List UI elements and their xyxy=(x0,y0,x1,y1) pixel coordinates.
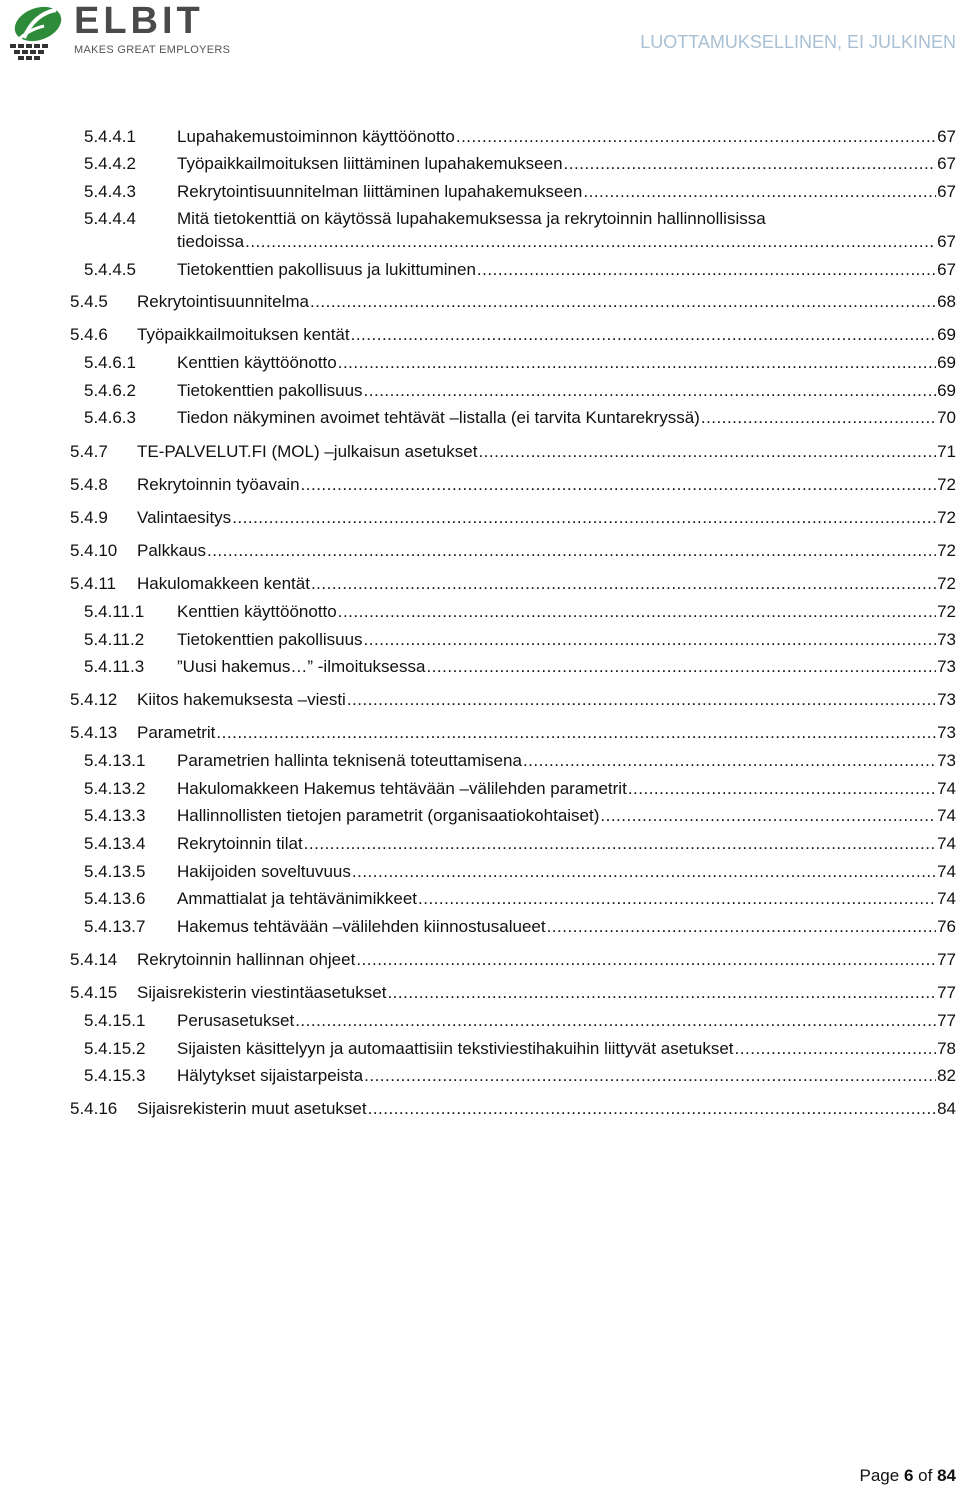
toc-dot-leader xyxy=(701,408,936,428)
toc-entry-page: 77 xyxy=(937,1011,956,1030)
toc-entry-number: 5.4.4.4 xyxy=(84,209,136,228)
toc-dot-leader xyxy=(523,751,936,771)
toc-entry[interactable] xyxy=(0,723,956,743)
toc-entry-title: TE-PALVELUT.FI (MOL) –julkaisun asetukset xyxy=(137,442,478,461)
toc-dot-leader xyxy=(216,723,936,743)
toc-entry-title: Hakijoiden soveltuvuus xyxy=(177,862,351,881)
page-current: 6 xyxy=(903,1466,914,1485)
toc-entry-title-line: Mitä tietokenttiä on käytössä lupahakemuksessa ja rekrytoinnin hallinnollisissa xyxy=(177,209,766,228)
toc-entry-page: 69 xyxy=(937,325,956,344)
toc-entry-number: 5.4.7 xyxy=(70,442,108,461)
toc-entry[interactable] xyxy=(0,657,956,677)
toc-entry-page: 77 xyxy=(937,983,956,1002)
toc-entry-page: 71 xyxy=(937,442,956,461)
toc-entry[interactable] xyxy=(0,690,956,710)
toc-entry-number: 5.4.6.1 xyxy=(84,353,136,372)
toc-dot-leader xyxy=(347,690,936,710)
toc-entry[interactable] xyxy=(0,154,956,174)
toc-entry-number: 5.4.13.2 xyxy=(84,779,146,798)
toc-dot-leader xyxy=(207,541,936,561)
page-header xyxy=(0,0,960,70)
toc-entry-number: 5.4.6.3 xyxy=(84,408,136,427)
toc-dot-leader xyxy=(351,325,936,345)
toc-entry-title: Työpaikkailmoituksen liittäminen lupahakemukseen xyxy=(177,154,563,173)
toc-entry-title: Kenttien käyttöönotto xyxy=(177,353,337,372)
toc-entry-number: 5.4.12 xyxy=(70,690,118,709)
toc-dot-leader xyxy=(356,950,936,970)
toc-entry[interactable] xyxy=(0,806,956,826)
toc-entry[interactable] xyxy=(0,779,956,799)
toc-entry[interactable] xyxy=(0,1099,956,1119)
toc-dot-leader xyxy=(364,381,937,401)
page-label: Page xyxy=(859,1466,900,1485)
toc-entry-title: Rekrytointisuunnitelma xyxy=(137,292,309,311)
toc-entry-title: Työpaikkailmoituksen kentät xyxy=(137,325,350,344)
toc-entry-number: 5.4.15.1 xyxy=(84,1011,146,1030)
toc-entry-title: Parametrien hallinta teknisenä toteuttamisena xyxy=(177,751,522,770)
toc-entry-number: 5.4.13.6 xyxy=(84,889,146,908)
toc-dot-leader xyxy=(564,154,937,174)
toc-entry-title: Tietokenttien pakollisuus xyxy=(177,381,363,400)
toc-entry-number: 5.4.11 xyxy=(70,574,117,593)
toc-entry-page: 67 xyxy=(937,232,956,251)
toc-entry-title: Ammattialat ja tehtävänimikkeet xyxy=(177,889,417,908)
toc-entry-title: Hälytykset sijaistarpeista xyxy=(177,1066,364,1085)
toc-entry-number: 5.4.15.3 xyxy=(84,1066,146,1085)
toc-entry[interactable] xyxy=(0,950,956,970)
page-number xyxy=(860,1466,956,1486)
toc-dot-leader xyxy=(456,127,936,147)
toc-entry-page: 74 xyxy=(937,834,956,853)
toc-entry-page: 74 xyxy=(937,862,956,881)
toc-entry-number: 5.4.5 xyxy=(70,292,108,311)
toc-entry-page: 73 xyxy=(937,723,956,742)
toc-entry[interactable] xyxy=(0,541,956,561)
toc-entry-title: Hakulomakkeen Hakemus tehtävään –välilehden parametrit xyxy=(177,779,627,798)
logo-wordmark: ELBIT xyxy=(74,0,204,42)
toc-entry-page: 67 xyxy=(937,127,956,146)
toc-entry-page: 72 xyxy=(937,602,956,621)
toc-dot-leader xyxy=(338,602,936,622)
toc-dot-leader xyxy=(583,182,936,202)
toc-entry[interactable] xyxy=(0,602,956,622)
toc-entry-title: Tietokenttien pakollisuus xyxy=(177,630,363,649)
toc-entry-page: 76 xyxy=(937,917,956,936)
page-of: of xyxy=(918,1466,933,1485)
toc-entry-title: Palkkaus xyxy=(137,541,206,560)
toc-entry-page: 67 xyxy=(937,182,956,201)
toc-entry-title: Hakemus tehtävään –välilehden kiinnostusalueet xyxy=(177,917,546,936)
toc-entry-number: 5.4.13 xyxy=(70,723,118,742)
toc-entry-title: Hakulomakkeen kentät xyxy=(137,574,310,593)
toc-entry-page: 84 xyxy=(937,1099,956,1118)
toc-dot-leader xyxy=(547,917,937,937)
toc-entry[interactable] xyxy=(0,508,956,528)
toc-entry-title: Tiedon näkyminen avoimet tehtävät –listalla (ei tarvita Kuntarekryssä) xyxy=(177,408,700,427)
toc-dot-leader xyxy=(232,508,936,528)
toc-entry-number: 5.4.4.1 xyxy=(84,127,136,146)
toc-entry-number: 5.4.4.5 xyxy=(84,260,136,279)
toc-entry-title: Rekrytoinnin työavain xyxy=(137,475,300,494)
toc-entry-page: 78 xyxy=(937,1039,956,1058)
toc-entry-number: 5.4.16 xyxy=(70,1099,118,1118)
toc-entry[interactable] xyxy=(0,917,956,937)
toc-dot-leader xyxy=(628,779,936,799)
toc-entry-title: ”Uusi hakemus…” -ilmoituksessa xyxy=(177,657,426,676)
toc-entry[interactable] xyxy=(0,751,956,771)
toc-entry-number: 5.4.13.7 xyxy=(84,917,146,936)
toc-entry[interactable] xyxy=(0,574,956,594)
toc-entry[interactable] xyxy=(0,1066,956,1086)
toc-entry[interactable] xyxy=(0,353,956,373)
toc-dot-leader xyxy=(311,574,936,594)
toc-entry-title: Valintaesitys xyxy=(137,508,232,527)
toc-entry-page: 74 xyxy=(937,889,956,908)
toc-entry[interactable] xyxy=(0,889,956,909)
toc-entry-number: 5.4.10 xyxy=(70,541,118,560)
toc-entry-page: 73 xyxy=(937,630,956,649)
toc-entry-number: 5.4.13.1 xyxy=(84,751,146,770)
toc-entry-title: Rekrytoinnin hallinnan ohjeet xyxy=(137,950,356,969)
toc-entry-title: Kiitos hakemuksesta –viesti xyxy=(137,690,346,709)
toc-entry[interactable] xyxy=(0,862,956,882)
elbit-logo xyxy=(4,0,231,64)
toc-entry[interactable] xyxy=(0,442,956,462)
toc-entry-title: Rekrytointisuunnitelman liittäminen lupahakemukseen xyxy=(177,182,583,201)
toc-entry-title: Tietokenttien pakollisuus ja lukittuminen xyxy=(177,260,476,279)
toc-dot-leader xyxy=(364,1066,936,1086)
toc-entry-title: Sijaisrekisterin viestintäasetukset xyxy=(137,983,387,1002)
toc-entry-page: 74 xyxy=(937,779,956,798)
toc-entry-number: 5.4.13.5 xyxy=(84,862,146,881)
toc-entry-number: 5.4.13.4 xyxy=(84,834,146,853)
toc-entry[interactable] xyxy=(0,381,956,401)
toc-entry-page: 69 xyxy=(937,353,956,372)
classification-label: LUOTTAMUKSELLINEN, EI JULKINEN xyxy=(640,32,956,52)
toc-dot-leader xyxy=(477,260,936,280)
toc-entry-title: Sijaisrekisterin muut asetukset xyxy=(137,1099,367,1118)
toc-entry-page: 73 xyxy=(937,690,956,709)
toc-dot-leader xyxy=(301,475,937,495)
logo-tagline: MAKES GREAT EMPLOYERS xyxy=(74,44,231,56)
toc-entry-page: 74 xyxy=(937,806,956,825)
toc-entry-page: 72 xyxy=(937,475,956,494)
toc-entry-number: 5.4.6 xyxy=(70,325,108,344)
toc-entry-title: Rekrytoinnin tilat xyxy=(177,834,303,853)
toc-entry-number: 5.4.13.3 xyxy=(84,806,146,825)
toc-entry[interactable] xyxy=(0,475,956,495)
toc-entry-page: 73 xyxy=(937,751,956,770)
toc-dot-leader xyxy=(600,806,936,826)
toc-entry[interactable] xyxy=(0,209,956,252)
elbit-logo-icon xyxy=(4,4,68,64)
toc-entry-page: 72 xyxy=(937,541,956,560)
toc-entry-page: 68 xyxy=(937,292,956,311)
toc-entry-title: Kenttien käyttöönotto xyxy=(177,602,337,621)
toc-entry-number: 5.4.14 xyxy=(70,950,118,969)
toc-entry-title: Hallinnollisten tietojen parametrit (organisaatiokohtaiset) xyxy=(177,806,600,825)
toc-entry[interactable] xyxy=(0,260,956,280)
toc-dot-leader xyxy=(364,630,937,650)
toc-entry[interactable] xyxy=(0,292,956,312)
toc-entry-page: 77 xyxy=(937,950,956,969)
toc-entry-number: 5.4.8 xyxy=(70,475,108,494)
toc-entry-number: 5.4.11.1 xyxy=(84,602,145,621)
toc-dot-leader xyxy=(352,862,936,882)
toc-entry-number: 5.4.9 xyxy=(70,508,108,527)
toc-dot-leader xyxy=(310,292,936,312)
toc-entry[interactable] xyxy=(0,983,956,1003)
toc-entry-title: Lupahakemustoiminnon käyttöönotto xyxy=(177,127,455,146)
toc-entry[interactable] xyxy=(0,182,956,202)
toc-dot-leader xyxy=(387,983,936,1003)
toc-entry-number: 5.4.15.2 xyxy=(84,1039,146,1058)
toc-entry-number: 5.4.6.2 xyxy=(84,381,136,400)
toc-entry-title: Parametrit xyxy=(137,723,216,742)
toc-dot-leader xyxy=(304,834,936,854)
toc-entry-page: 70 xyxy=(937,408,956,427)
toc-entry[interactable] xyxy=(0,127,956,147)
toc-entry-number: 5.4.15 xyxy=(70,983,118,1002)
toc-entry-number: 5.4.11.2 xyxy=(84,630,145,649)
toc-entry-page: 72 xyxy=(937,574,956,593)
toc-entry-page: 67 xyxy=(937,154,956,173)
toc-entry[interactable] xyxy=(0,834,956,854)
toc-entry-page: 73 xyxy=(937,657,956,676)
toc-dot-leader xyxy=(368,1099,936,1119)
toc-dot-leader xyxy=(338,353,936,373)
toc-dot-leader xyxy=(735,1039,937,1059)
toc-entry[interactable] xyxy=(0,1011,956,1031)
toc-entry-title: tiedoissa xyxy=(177,232,245,251)
toc-entry-title: Sijaisten käsittelyyn ja automaattisiin tekstiviestihakuihin liittyvät asetukset xyxy=(177,1039,734,1058)
toc-entry-page: 82 xyxy=(937,1066,956,1085)
toc-dot-leader xyxy=(418,889,936,909)
page-total: 84 xyxy=(937,1466,956,1485)
toc-entry-title: Perusasetukset xyxy=(177,1011,295,1030)
toc-dot-leader xyxy=(295,1011,936,1031)
toc-entry[interactable] xyxy=(0,408,956,428)
toc-dot-leader xyxy=(478,442,936,462)
toc-entry-page: 69 xyxy=(937,381,956,400)
toc-entry[interactable] xyxy=(0,325,956,345)
toc-entry[interactable] xyxy=(0,1039,956,1059)
toc-dot-leader xyxy=(426,657,936,677)
toc-entry-number: 5.4.4.2 xyxy=(84,154,136,173)
toc-entry-page: 72 xyxy=(937,508,956,527)
toc-dot-leader xyxy=(245,232,936,252)
toc-entry[interactable] xyxy=(0,630,956,650)
toc-entry-number: 5.4.11.3 xyxy=(84,657,145,676)
toc-entry-page: 67 xyxy=(937,260,956,279)
toc-entry-number: 5.4.4.3 xyxy=(84,182,136,201)
